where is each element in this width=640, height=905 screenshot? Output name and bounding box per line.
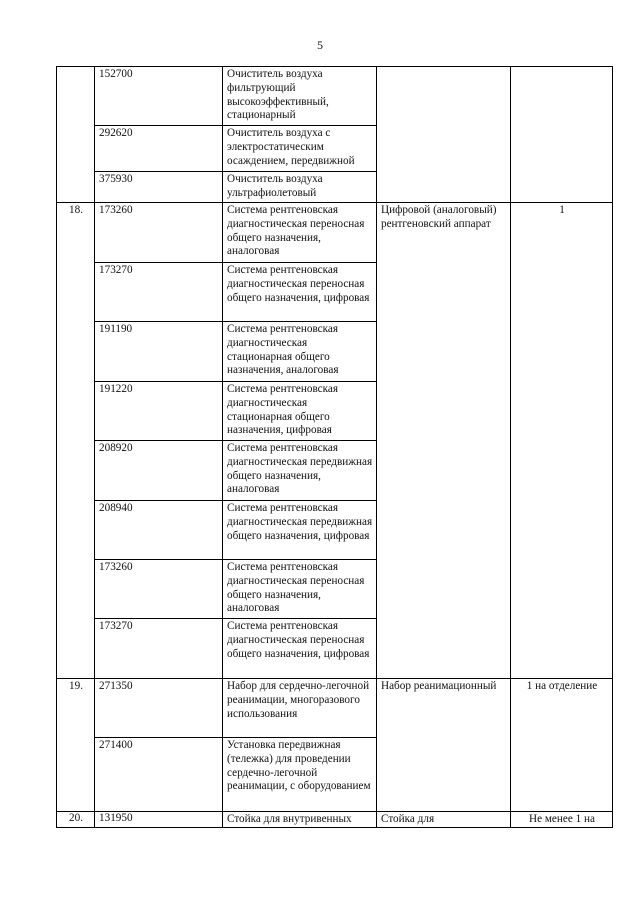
item-name: Система рентгеновская диагностическая стационарная общего назначения, аналоговая (223, 322, 377, 382)
item-code: 191220 (95, 382, 223, 441)
item-code: 173260 (95, 560, 223, 619)
item-code: 191190 (95, 322, 223, 382)
item-name: Система рентгеновская диагностическая переносная общего назначения, цифровая (223, 263, 377, 322)
equipment-category: Цифровой (аналоговый) рентгеновский аппарат (377, 203, 511, 679)
item-name: Система рентгеновская диагностическая передвижная общего назначения, цифровая (223, 501, 377, 560)
item-code: 208920 (95, 441, 223, 501)
quantity (511, 67, 613, 203)
item-name: Очиститель воздуха ультрафиолетовый (223, 172, 377, 203)
item-name: Система рентгеновская диагностическая стационарная общего назначения, цифровая (223, 382, 377, 441)
row-number: 18. (57, 203, 95, 679)
item-code: 173260 (95, 203, 223, 263)
table-row (57, 812, 613, 828)
item-name: Система рентгеновская диагностическая переносная общего назначения, цифровая (223, 619, 377, 679)
item-name: Набор для сердечно-легочной реанимации, многоразового использования (223, 679, 377, 738)
item-name: Система рентгеновская диагностическая передвижная общего назначения, аналоговая (223, 441, 377, 501)
equipment-table (56, 66, 613, 828)
quantity: 1 (511, 203, 613, 679)
row-number (57, 67, 95, 203)
table-row (57, 67, 613, 126)
row-number: 19. (57, 679, 95, 812)
item-name: Очиститель воздуха фильтрующий высокоэффективный, стационарный (223, 67, 377, 126)
item-name: Система рентгеновская диагностическая переносная общего назначения, аналоговая (223, 560, 377, 619)
page-number: 5 (317, 38, 323, 52)
table-row (57, 679, 613, 738)
item-code: 131950 (95, 812, 223, 828)
item-code: 152700 (95, 67, 223, 126)
equipment-category: Набор реанимационный (377, 679, 511, 812)
item-name: Система рентгеновская диагностическая переносная общего назначения, аналоговая (223, 203, 377, 263)
quantity: Не менее 1 на (511, 812, 613, 828)
row-number: 20. (57, 812, 95, 828)
item-code: 173270 (95, 619, 223, 679)
equipment-category (377, 67, 511, 203)
item-code: 271400 (95, 738, 223, 812)
item-code: 292620 (95, 126, 223, 172)
equipment-category: Стойка для (377, 812, 511, 828)
item-name: Установка передвижная (тележка) для проведении сердечно-легочной реанимации, с оборудованием (223, 738, 377, 812)
item-name: Очиститель воздуха с электростатическим осаждением, передвижной (223, 126, 377, 172)
item-code: 208940 (95, 501, 223, 560)
table-row (57, 203, 613, 263)
item-code: 271350 (95, 679, 223, 738)
quantity: 1 на отделение (511, 679, 613, 812)
item-name: Стойка для внутривенных (223, 812, 377, 828)
item-code: 173270 (95, 263, 223, 322)
item-code: 375930 (95, 172, 223, 203)
